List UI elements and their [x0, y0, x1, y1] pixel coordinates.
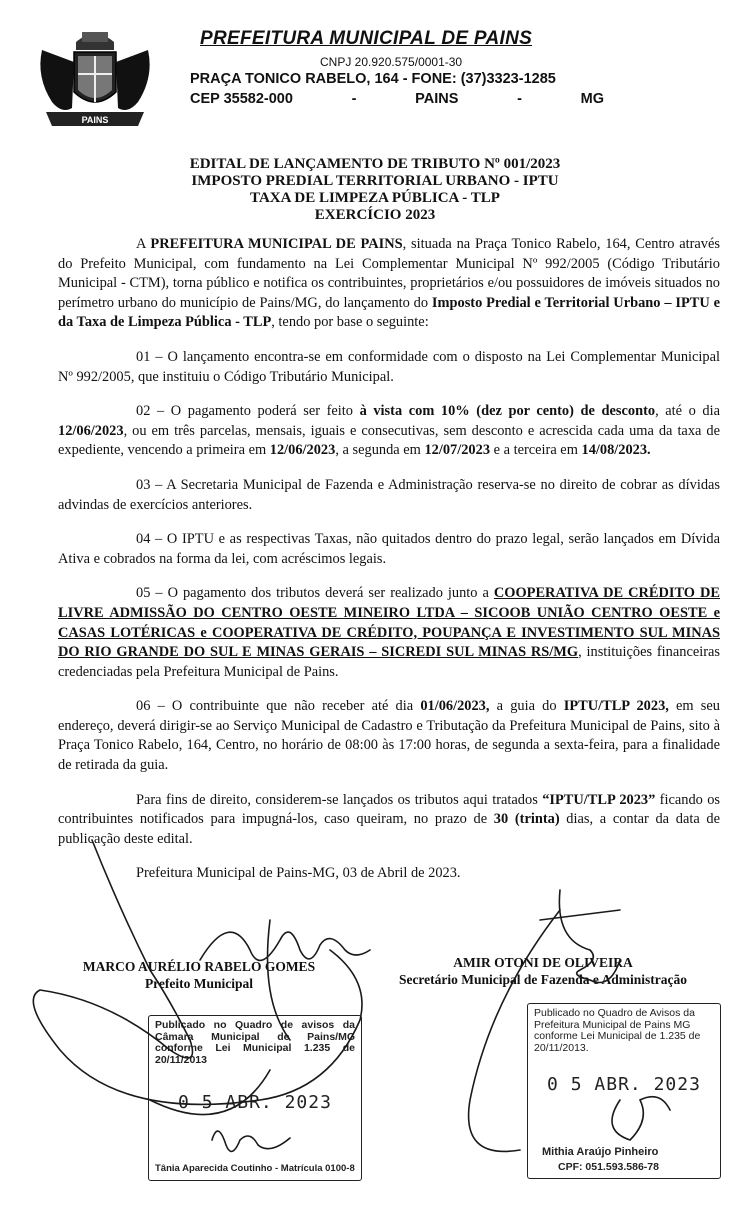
item-03: 03 – A Secretaria Municipal de Fazenda e Administração reserva-se no direito de cobrar as dívidas advindas de exercícios anteriores. [58, 476, 720, 513]
title-edital: EDITAL DE LANÇAMENTO DE TRIBUTO Nº 001/2023 [189, 156, 561, 172]
document-body [58, 235, 720, 899]
signature-right-name: AMIR OTONI DE OLIVEIRA [453, 955, 633, 970]
state: MG [580, 91, 604, 107]
intro-paragraph: A PREFEITURA MUNICIPAL DE PAINS, situada na Praça Tonico Rabelo, 164, Centro através do Prefeito Municipal, com fundamento na Lei Complementar Municipal Nº 992/2005 (Código Tributário Municipal - CTM), torna público e notifica os contribuintes, proprietários e/ou possuidores de imóveis situados no perímetro urbano do município de Pains/MG, do lançamento do Imposto Predial e Territorial Urbano – IPTU e da Taxa de Limpeza Pública - TLP, tendo por base o seguinte: [58, 236, 720, 331]
signature-right-role: Secretário Municipal de Fazenda e Administração [398, 972, 688, 987]
crest-text: PAINS [81, 115, 109, 125]
cep: CEP 35582-000 [190, 91, 293, 107]
cep-line [190, 91, 604, 107]
stamp-right [527, 1003, 721, 1179]
document-titles [0, 156, 750, 224]
address-line: PRAÇA TONICO RABELO, 164 - FONE: (37)3323-1285 [190, 71, 556, 87]
stamp-right-cpf: CPF: 051.593.586-78 [558, 1161, 659, 1173]
signature-left-name: MARCO AURÉLIO RABELO GOMES [82, 959, 316, 974]
separator: - [517, 91, 522, 107]
stamp-left-date: 0 5 ABR. 2023 [178, 1092, 332, 1113]
cnpj: CNPJ 20.920.575/0001-30 [320, 55, 463, 69]
stamp-left-text: Publicado no Quadro de avisos da Câmara Municipal de Pains/MG conforme Lei Municipal 1.235 de 20/11/2013 [155, 1019, 355, 1066]
title-iptu: IMPOSTO PREDIAL TERRITORIAL URBANO - IPTU [191, 173, 559, 189]
stamp-left [148, 1015, 362, 1181]
item-01: 01 – O lançamento encontra-se em conformidade com o disposto na Lei Complementar Municipal Nº 992/2005, que instituiu o Código Tributário Municipal. [58, 348, 720, 385]
org-name: PREFEITURA MUNICIPAL DE PAINS [200, 28, 533, 49]
title-tlp: TAXA DE LIMPEZA PÚBLICA - TLP [250, 190, 500, 206]
item-04: 04 – O IPTU e as respectivas Taxas, não quitados dentro do prazo legal, serão lançados em Dívida Ativa e cobrados na forma da lei, com acréscimos legais. [58, 531, 720, 567]
separator: - [351, 91, 357, 107]
item-06: 06 – O contribuinte que não receber até dia 01/06/2023, a guia do IPTU/TLP 2023, em seu endereço, deverá dirigir-se ao Serviço Municipal de Cadastro e Tributação da Prefeitura Municipal de Pains, sito à Praça Tonico Rabelo, 164, Centro, no horário de 08:00 às 17:00 horas, de segunda a sexta-feira, para a finalidade de retirada da guia. [58, 698, 720, 774]
municipal-crest-icon [34, 22, 156, 136]
item-05: 05 – O pagamento dos tributos deverá ser realizado junto a COOPERATIVA DE CRÉDITO DE LIVRE ADMISSÃO DO CENTRO OESTE MINEIRO LTDA – SICOOB UNIÃO CENTRO OESTE e CASAS LOTÉRICAS e COOPERATIVA DE CRÉDITO, POUPANÇA E INVESTIMENTO SUL MINAS DO RIO GRANDE DO SUL E MINAS GERAIS – SICREDI SUL MINAS RS/MG, instituições financeiras credenciadas pela Prefeitura Municipal de Pains. [58, 585, 720, 680]
stamp-left-footer: Tânia Aparecida Coutinho - Matrícula 0100-8 [155, 1163, 355, 1174]
final-paragraph: Para fins de direito, considerem-se lançados os tributos aqui tratados “IPTU/TLP 2023” ficando os contribuintes notificados para impugná-los, caso queiram, no prazo de 30 (trinta) dias, a contar da data de publicação deste edital. [58, 791, 721, 847]
city: PAINS [415, 91, 459, 107]
signature-left-role: Prefeito Municipal [144, 976, 254, 991]
item-02: 02 – O pagamento poderá ser feito à vista com 10% (dez por cento) de desconto, até o dia 12/06/2023, ou em três parcelas, mensais, iguais e consecutivas, sem desconto e acrescida cada uma da taxa de expediente, vencendo a primeira em 12/06/2023, a segunda em 12/07/2023 e a terceira em 14/08/2023. [58, 403, 720, 459]
place-date: Prefeitura Municipal de Pains-MG, 03 de Abril de 2023. [136, 865, 461, 882]
stamp-right-date: 0 5 ABR. 2023 [547, 1074, 701, 1095]
stamp-right-name: Mithia Araújo Pinheiro [542, 1146, 659, 1158]
title-exercicio: EXERCÍCIO 2023 [314, 207, 436, 223]
stamp-right-text: Publicado no Quadro de Avisos da Prefeitura Municipal de Pains MG conforme Lei Municipal de 1.235 de 20/11/2013. [534, 1007, 701, 1054]
